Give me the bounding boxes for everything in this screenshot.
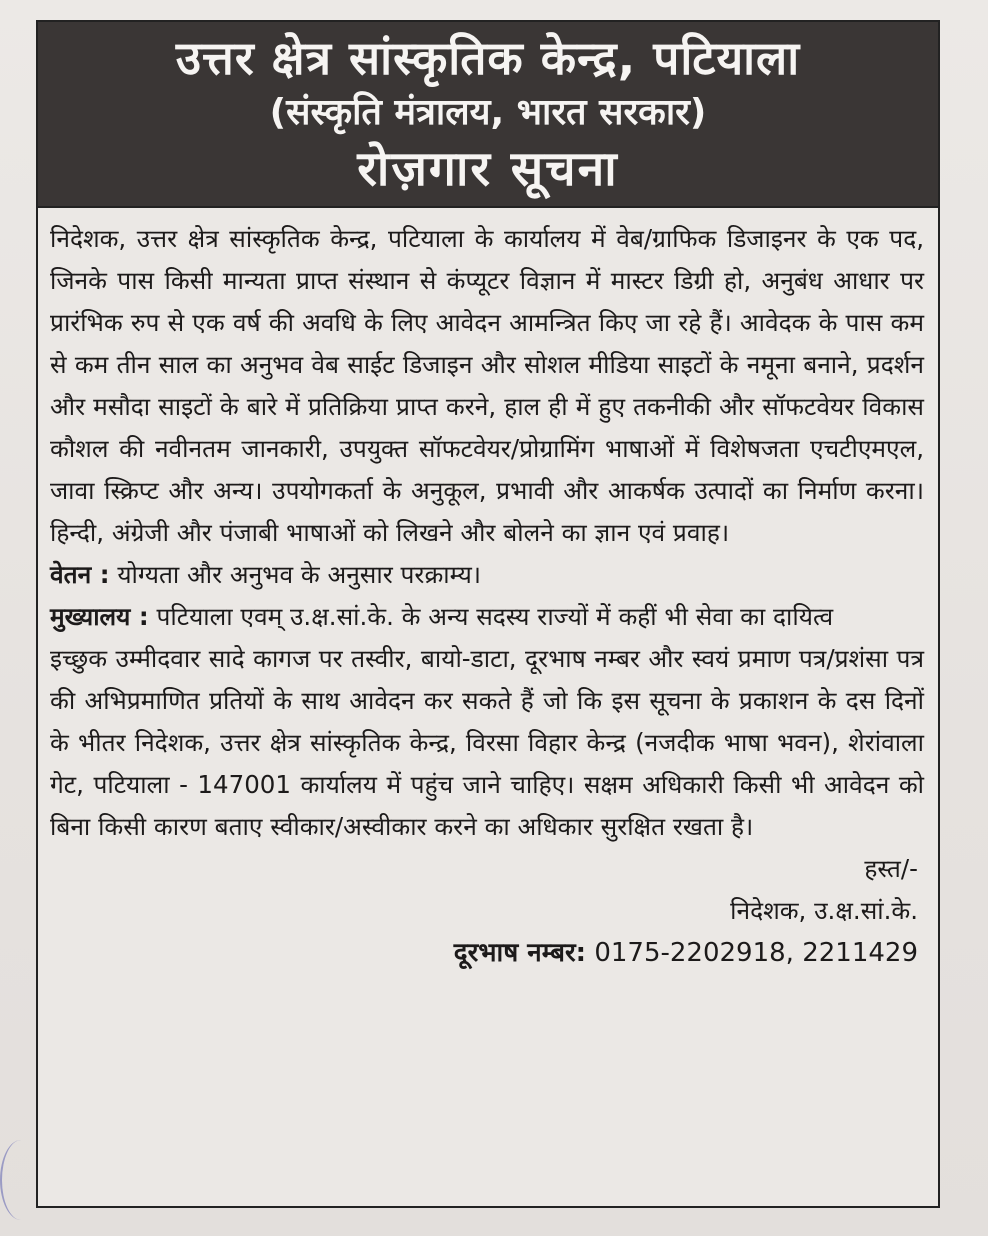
application-paragraph: इच्छुक उम्मीदवार सादे कागज पर तस्वीर, बायो-डाटा, दूरभाष नम्बर और स्वयं प्रमाण पत्र/प्रशंसा पत्र की अभिप्रमाणित प्रतियों के साथ आवेदन कर सकते हैं जो कि इस सूचना के प्रकाशन के दस दिनों के भीतर निदेशक, उत्तर क्षेत्र सांस्कृतिक केन्द्र, विरसा विहार केन्द्र (नजदीक भाषा भवन), शेरांवाला गेट, पटियाला - 147001 कार्यालय में पहुंच जाने चाहिए। सक्षम अधिकारी किसी भी आवेदन को बिना किसी कारण बताए स्वीकार/अस्वीकार करने का अधिकार सुरक्षित रखता है। (50, 644, 924, 841)
phone-numbers: 0175-2202918, 2211429 (594, 938, 918, 968)
headquarters-text: पटियाला एवम् उ.क्ष.सां.के. के अन्य सदस्य राज्यों में कहीं भी सेवा का दायित्व (156, 602, 834, 631)
notice-body (38, 208, 938, 974)
salary-line (50, 554, 924, 596)
organization-title: उत्तर क्षेत्र सांस्कृतिक केन्द्र, पटियाला (175, 31, 801, 85)
phone-label: दूरभाष नम्बर: (453, 938, 587, 968)
headquarters-label: मुख्यालय : (50, 602, 149, 631)
notice-header (38, 22, 938, 208)
signed-mark: हस्त/- (864, 854, 918, 883)
job-description-paragraph: निदेशक, उत्तर क्षेत्र सांस्कृतिक केन्द्र, पटियाला के कार्यालय में वेब/ग्राफिक डिजाइनर के एक पद, जिनके पास किसी मान्यता प्राप्त संस्थान से कंप्यूटर विज्ञान में मास्टर डिग्री हो, अनुबंध आधार पर प्रारंभिक रुप से एक वर्ष की अवधि के लिए आवेदन आमन्त्रित किए जा रहे हैं। आवेदक के पास कम से कम तीन साल का अनुभव वेब साईट डिजाइन और सोशल मीडिया साइटों के नमूना बनाने, प्रदर्शन और मसौदा साइटों के बारे में प्रतिक्रिया प्राप्त करने, हाल ही में हुए तकनीकी और सॉफटवेयर विकास कौशल की नवीनतम जानकारी, उपयुक्त सॉफटवेयर/प्रोग्रामिंग भाषाओं में विशेषजता एचटीएमएल, जावा स्क्रिप्ट और अन्य। उपयोगकर्ता के अनुकूल, प्रभावी और आकर्षक उत्पादों का निर्माण करना। हिन्दी, अंग्रेजी और पंजाबी भाषाओं को लिखने और बोलने का ज्ञान एवं प्रवाह। (50, 224, 924, 547)
salary-label: वेतन : (50, 560, 110, 589)
employment-notice (36, 20, 940, 1208)
phone-line (50, 932, 924, 974)
designation: निदेशक, उ.क्ष.सां.के. (730, 896, 918, 925)
ministry-subtitle: (संस्कृति मंत्रालय, भारत सरकार) (269, 92, 707, 133)
salary-text: योग्यता और अनुभव के अनुसार परक्राम्य। (117, 560, 482, 589)
headquarters-line (50, 596, 924, 638)
notice-heading: रोज़गार सूचना (357, 141, 619, 197)
